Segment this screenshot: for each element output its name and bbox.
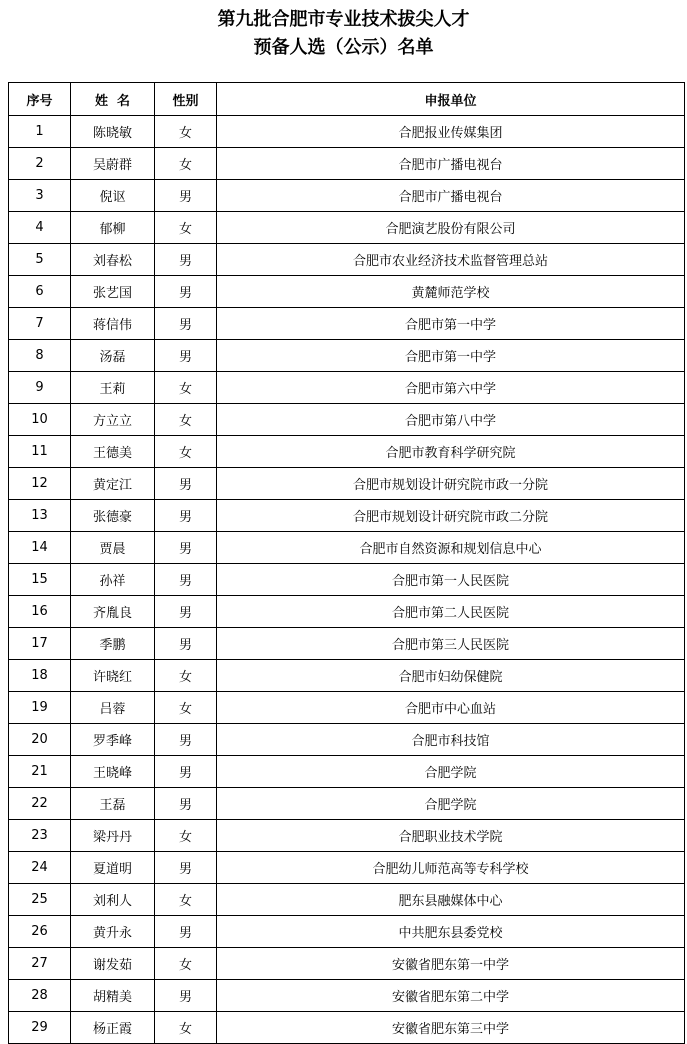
cell-unit: 合肥市广播电视台 — [217, 180, 685, 212]
table-row — [9, 596, 685, 628]
cell-gender: 女 — [155, 212, 217, 244]
cell-unit: 中共肥东县委党校 — [217, 916, 685, 948]
header-unit: 申报单位 — [217, 83, 685, 116]
cell-no: 6 — [9, 276, 71, 308]
cell-gender: 男 — [155, 628, 217, 660]
talent-list-table — [8, 82, 685, 1044]
header-gender: 性别 — [155, 83, 217, 116]
cell-unit: 合肥演艺股份有限公司 — [217, 212, 685, 244]
table-row — [9, 628, 685, 660]
cell-gender: 女 — [155, 1012, 217, 1044]
cell-name: 刘春松 — [71, 244, 155, 276]
cell-unit: 安徽省肥东第二中学 — [217, 980, 685, 1012]
cell-gender: 男 — [155, 532, 217, 564]
table-row — [9, 756, 685, 788]
table-row — [9, 116, 685, 148]
cell-name: 汤磊 — [71, 340, 155, 372]
cell-gender: 男 — [155, 852, 217, 884]
table-row — [9, 500, 685, 532]
table-row — [9, 980, 685, 1012]
cell-gender: 男 — [155, 308, 217, 340]
cell-gender: 男 — [155, 276, 217, 308]
table-header-row — [9, 83, 685, 116]
cell-name: 郁柳 — [71, 212, 155, 244]
cell-name: 王莉 — [71, 372, 155, 404]
cell-no: 9 — [9, 372, 71, 404]
cell-unit: 合肥市规划设计研究院市政一分院 — [217, 468, 685, 500]
table-row — [9, 180, 685, 212]
cell-no: 17 — [9, 628, 71, 660]
cell-name: 王晓峰 — [71, 756, 155, 788]
cell-name: 刘利人 — [71, 884, 155, 916]
cell-gender: 男 — [155, 340, 217, 372]
cell-unit: 肥东县融媒体中心 — [217, 884, 685, 916]
cell-gender: 男 — [155, 500, 217, 532]
cell-gender: 女 — [155, 660, 217, 692]
cell-name: 许晓红 — [71, 660, 155, 692]
cell-name: 孙祥 — [71, 564, 155, 596]
cell-no: 2 — [9, 148, 71, 180]
cell-no: 19 — [9, 692, 71, 724]
cell-unit: 合肥市第一中学 — [217, 340, 685, 372]
cell-gender: 男 — [155, 980, 217, 1012]
cell-unit: 安徽省肥东第一中学 — [217, 948, 685, 980]
cell-no: 14 — [9, 532, 71, 564]
table-row — [9, 532, 685, 564]
table-row — [9, 372, 685, 404]
cell-no: 22 — [9, 788, 71, 820]
cell-no: 3 — [9, 180, 71, 212]
cell-gender: 男 — [155, 724, 217, 756]
cell-gender: 男 — [155, 756, 217, 788]
table-row — [9, 244, 685, 276]
cell-name: 齐胤良 — [71, 596, 155, 628]
cell-unit: 合肥市规划设计研究院市政二分院 — [217, 500, 685, 532]
cell-gender: 女 — [155, 948, 217, 980]
cell-gender: 女 — [155, 436, 217, 468]
table-row — [9, 340, 685, 372]
table-row — [9, 148, 685, 180]
cell-gender: 女 — [155, 884, 217, 916]
cell-name: 季鹏 — [71, 628, 155, 660]
cell-unit: 合肥学院 — [217, 756, 685, 788]
table-row — [9, 948, 685, 980]
document-title: 第九批合肥市专业技术拔尖人才 — [217, 9, 470, 30]
table-row — [9, 820, 685, 852]
cell-unit: 合肥报业传媒集团 — [217, 116, 685, 148]
cell-no: 5 — [9, 244, 71, 276]
cell-unit: 合肥职业技术学院 — [217, 820, 685, 852]
cell-unit: 合肥市第六中学 — [217, 372, 685, 404]
table-row — [9, 308, 685, 340]
cell-unit: 黄麓师范学校 — [217, 276, 685, 308]
document-subtitle: 预备人选（公示）名单 — [253, 37, 434, 58]
cell-name: 梁丹丹 — [71, 820, 155, 852]
cell-name: 夏道明 — [71, 852, 155, 884]
cell-name: 黄定江 — [71, 468, 155, 500]
cell-name: 张德豪 — [71, 500, 155, 532]
table-row — [9, 276, 685, 308]
cell-no: 18 — [9, 660, 71, 692]
cell-unit: 合肥学院 — [217, 788, 685, 820]
cell-no: 13 — [9, 500, 71, 532]
cell-gender: 男 — [155, 468, 217, 500]
cell-gender: 男 — [155, 244, 217, 276]
cell-unit: 合肥市妇幼保健院 — [217, 660, 685, 692]
cell-unit: 安徽省肥东第三中学 — [217, 1012, 685, 1044]
cell-no: 24 — [9, 852, 71, 884]
cell-no: 20 — [9, 724, 71, 756]
cell-no: 23 — [9, 820, 71, 852]
cell-gender: 女 — [155, 148, 217, 180]
cell-gender: 女 — [155, 404, 217, 436]
cell-unit: 合肥市广播电视台 — [217, 148, 685, 180]
table-row — [9, 852, 685, 884]
table-row — [9, 212, 685, 244]
table-row — [9, 1012, 685, 1044]
cell-gender: 女 — [155, 820, 217, 852]
table-row — [9, 404, 685, 436]
cell-unit: 合肥市第一人民医院 — [217, 564, 685, 596]
cell-name: 罗季峰 — [71, 724, 155, 756]
cell-gender: 女 — [155, 372, 217, 404]
table-row — [9, 660, 685, 692]
cell-gender: 男 — [155, 180, 217, 212]
cell-no: 21 — [9, 756, 71, 788]
cell-gender: 男 — [155, 564, 217, 596]
cell-name: 王德美 — [71, 436, 155, 468]
cell-gender: 男 — [155, 788, 217, 820]
cell-no: 7 — [9, 308, 71, 340]
cell-name: 黄升永 — [71, 916, 155, 948]
cell-no: 25 — [9, 884, 71, 916]
cell-name: 蒋信伟 — [71, 308, 155, 340]
cell-unit: 合肥市教育科学研究院 — [217, 436, 685, 468]
cell-unit: 合肥市第一中学 — [217, 308, 685, 340]
cell-unit: 合肥幼儿师范高等专科学校 — [217, 852, 685, 884]
cell-name: 贾晨 — [71, 532, 155, 564]
cell-unit: 合肥市自然资源和规划信息中心 — [217, 532, 685, 564]
cell-name: 方立立 — [71, 404, 155, 436]
table-row — [9, 564, 685, 596]
table-row — [9, 436, 685, 468]
cell-name: 吕蓉 — [71, 692, 155, 724]
cell-no: 4 — [9, 212, 71, 244]
cell-name: 吴蔚群 — [71, 148, 155, 180]
header-no: 序号 — [9, 83, 71, 116]
cell-name: 谢发茹 — [71, 948, 155, 980]
cell-gender: 女 — [155, 116, 217, 148]
table-row — [9, 788, 685, 820]
table-body — [9, 116, 685, 1044]
cell-unit: 合肥市中心血站 — [217, 692, 685, 724]
cell-unit: 合肥市第三人民医院 — [217, 628, 685, 660]
cell-name: 张艺国 — [71, 276, 155, 308]
cell-name: 陈晓敏 — [71, 116, 155, 148]
cell-unit: 合肥市第八中学 — [217, 404, 685, 436]
header-name: 姓 名 — [71, 83, 155, 116]
cell-no: 16 — [9, 596, 71, 628]
cell-no: 8 — [9, 340, 71, 372]
cell-no: 12 — [9, 468, 71, 500]
cell-unit: 合肥市第二人民医院 — [217, 596, 685, 628]
cell-name: 王磊 — [71, 788, 155, 820]
cell-no: 10 — [9, 404, 71, 436]
cell-gender: 女 — [155, 692, 217, 724]
cell-no: 15 — [9, 564, 71, 596]
cell-no: 1 — [9, 116, 71, 148]
cell-gender: 男 — [155, 916, 217, 948]
cell-no: 29 — [9, 1012, 71, 1044]
cell-no: 28 — [9, 980, 71, 1012]
table-row — [9, 884, 685, 916]
cell-name: 杨正霞 — [71, 1012, 155, 1044]
table-row — [9, 692, 685, 724]
table-row — [9, 468, 685, 500]
cell-no: 26 — [9, 916, 71, 948]
table-row — [9, 916, 685, 948]
cell-name: 胡精美 — [71, 980, 155, 1012]
cell-unit: 合肥市农业经济技术监督管理总站 — [217, 244, 685, 276]
table-row — [9, 724, 685, 756]
cell-name: 倪讴 — [71, 180, 155, 212]
cell-no: 11 — [9, 436, 71, 468]
cell-gender: 男 — [155, 596, 217, 628]
cell-unit: 合肥市科技馆 — [217, 724, 685, 756]
cell-no: 27 — [9, 948, 71, 980]
